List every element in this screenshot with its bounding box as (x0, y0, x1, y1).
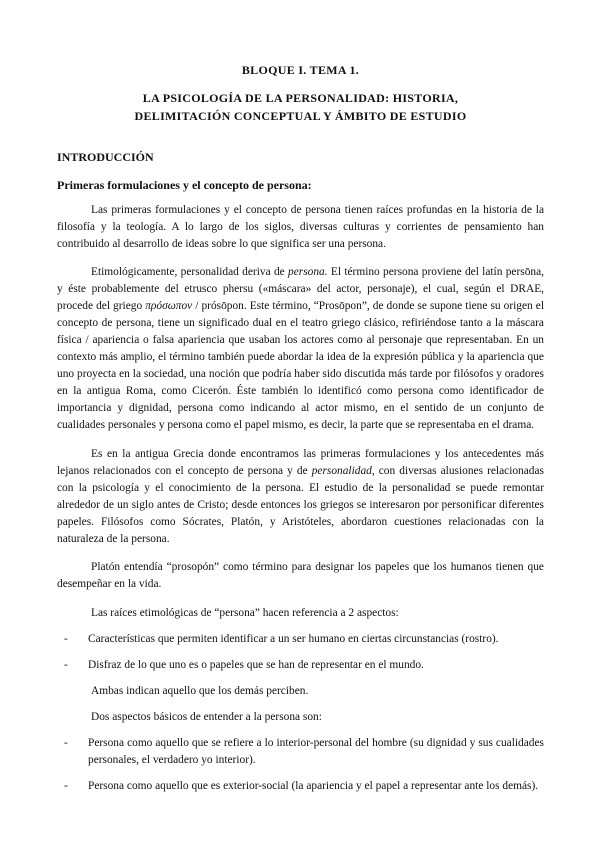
paragraph-3 (57, 446, 544, 548)
sub-heading: Primeras formulaciones y el concepto de persona: (57, 178, 312, 192)
list-dash: - (64, 632, 68, 645)
paragraph-3-text-a: Es en la antigua Grecia donde encontramos las primeras formulaciones y los antecedentes más lejanos relacionados con el concepto de persona y de (57, 447, 544, 477)
list-item-text: Persona como aquello que se refiere a lo interior-personal del hombre (su dignidad y sus cualidades personales, el verdadero yo interior). (88, 736, 544, 766)
paragraph-3-text-b: con diversas alusiones relacionadas con la psicología y el conocimiento de la persona. El estudio de la personalidad se puede remontar alrededor de un siglo antes de Cristo; desde entonces los griegos se interesaron por personificar diferentes papeles. Filósofos como Sócrates, Platón, y Aristóteles, abordaron cuestiones relacionadas con la naturaleza de la persona. (57, 464, 544, 545)
after-list-note: Ambas indican aquello que los demás perciben. (91, 684, 309, 697)
paragraph-2 (57, 264, 544, 434)
list-2-intro: Dos aspectos básicos de entender a la persona son: (91, 710, 322, 723)
paragraph-3-emphasis: personalidad, (311, 464, 375, 477)
tema-title-line-1: LA PSICOLOGÍA DE LA PERSONALIDAD: HISTORIA, (142, 91, 459, 105)
list-item-text: Persona como aquello que es exterior-social (la apariencia y el papel a representar ante los demás). (88, 779, 539, 792)
paragraph-5: Las raíces etimológicas de “persona” hacen referencia a 2 aspectos: (91, 606, 399, 619)
paragraph-4 (57, 559, 544, 593)
list-item (57, 657, 544, 674)
list-item-text: Características que permiten identificar a un ser humano en ciertas circunstancias (rostro). (88, 632, 499, 645)
paragraph-2-text-c: / prósōpon. Este término, “Prosōpon”, de donde se supone tiene su origen el concepto de persona, tiene un significado dual en el teatro griego clásico, refiriéndose tanto a la máscara física / apariencia o falsa apariencia que usaban los actores como al personaje que representaban. En un contexto más amplio, el término también puede abordar la idea de la expresión pública y la apariencia que uno proyecta en la sociedad, una noción que podría haber sido discutida más tarde por filósofos y oradores en la antigua Roma, como Cicerón. Éste también lo identificó como persona como identificador de importancia y dignidad, persona como indicando al actor mismo, en el sentido de un conjunto de cualidades personales y persona como el papel mismo, es decir, la parte que se representaba en el drama. (57, 300, 544, 432)
paragraph-2-text-a: Etimológicamente, personalidad deriva de (91, 266, 289, 279)
paragraph-1-text: Las primeras formulaciones y el concepto de persona tienen raíces profundas en la historia de la filosofía y la teología. A lo largo de los siglos, diversas culturas y corrientes de pensamiento han contribuido al desarrollo de ideas sobre lo que significa ser una persona. (57, 204, 544, 250)
bloque-title: BLOQUE I. TEMA 1. (241, 63, 360, 77)
paragraph-2-text-b: El término persona proviene del latín persōna, y éste probablemente del etrusco phersu («máscara» del actor, personaje), el cual, según el DRAE, procede del griego (57, 266, 545, 313)
paragraph-1 (57, 202, 544, 253)
paragraph-4-text: Platón entendía “prosopón” como término para designar los papeles que los humanos tienen que desempeñar en la vida. (57, 561, 544, 591)
paragraph-2-emphasis-persona: persona. (288, 266, 328, 279)
list-item (57, 778, 544, 795)
list-item (57, 735, 544, 769)
list-dash: - (64, 779, 68, 792)
list-item (57, 631, 544, 648)
paragraph-2-emphasis-greek: πρόσωπον (145, 300, 193, 313)
tema-title-line-2: DELIMITACIÓN CONCEPTUAL Y ÁMBITO DE ESTUDIO (134, 109, 467, 123)
list-dash: - (64, 658, 68, 671)
list-item-text: Disfraz de lo que uno es o papeles que se han de representar en el mundo. (88, 658, 424, 671)
list-dash: - (64, 736, 68, 749)
section-heading: INTRODUCCIÓN (57, 150, 154, 164)
